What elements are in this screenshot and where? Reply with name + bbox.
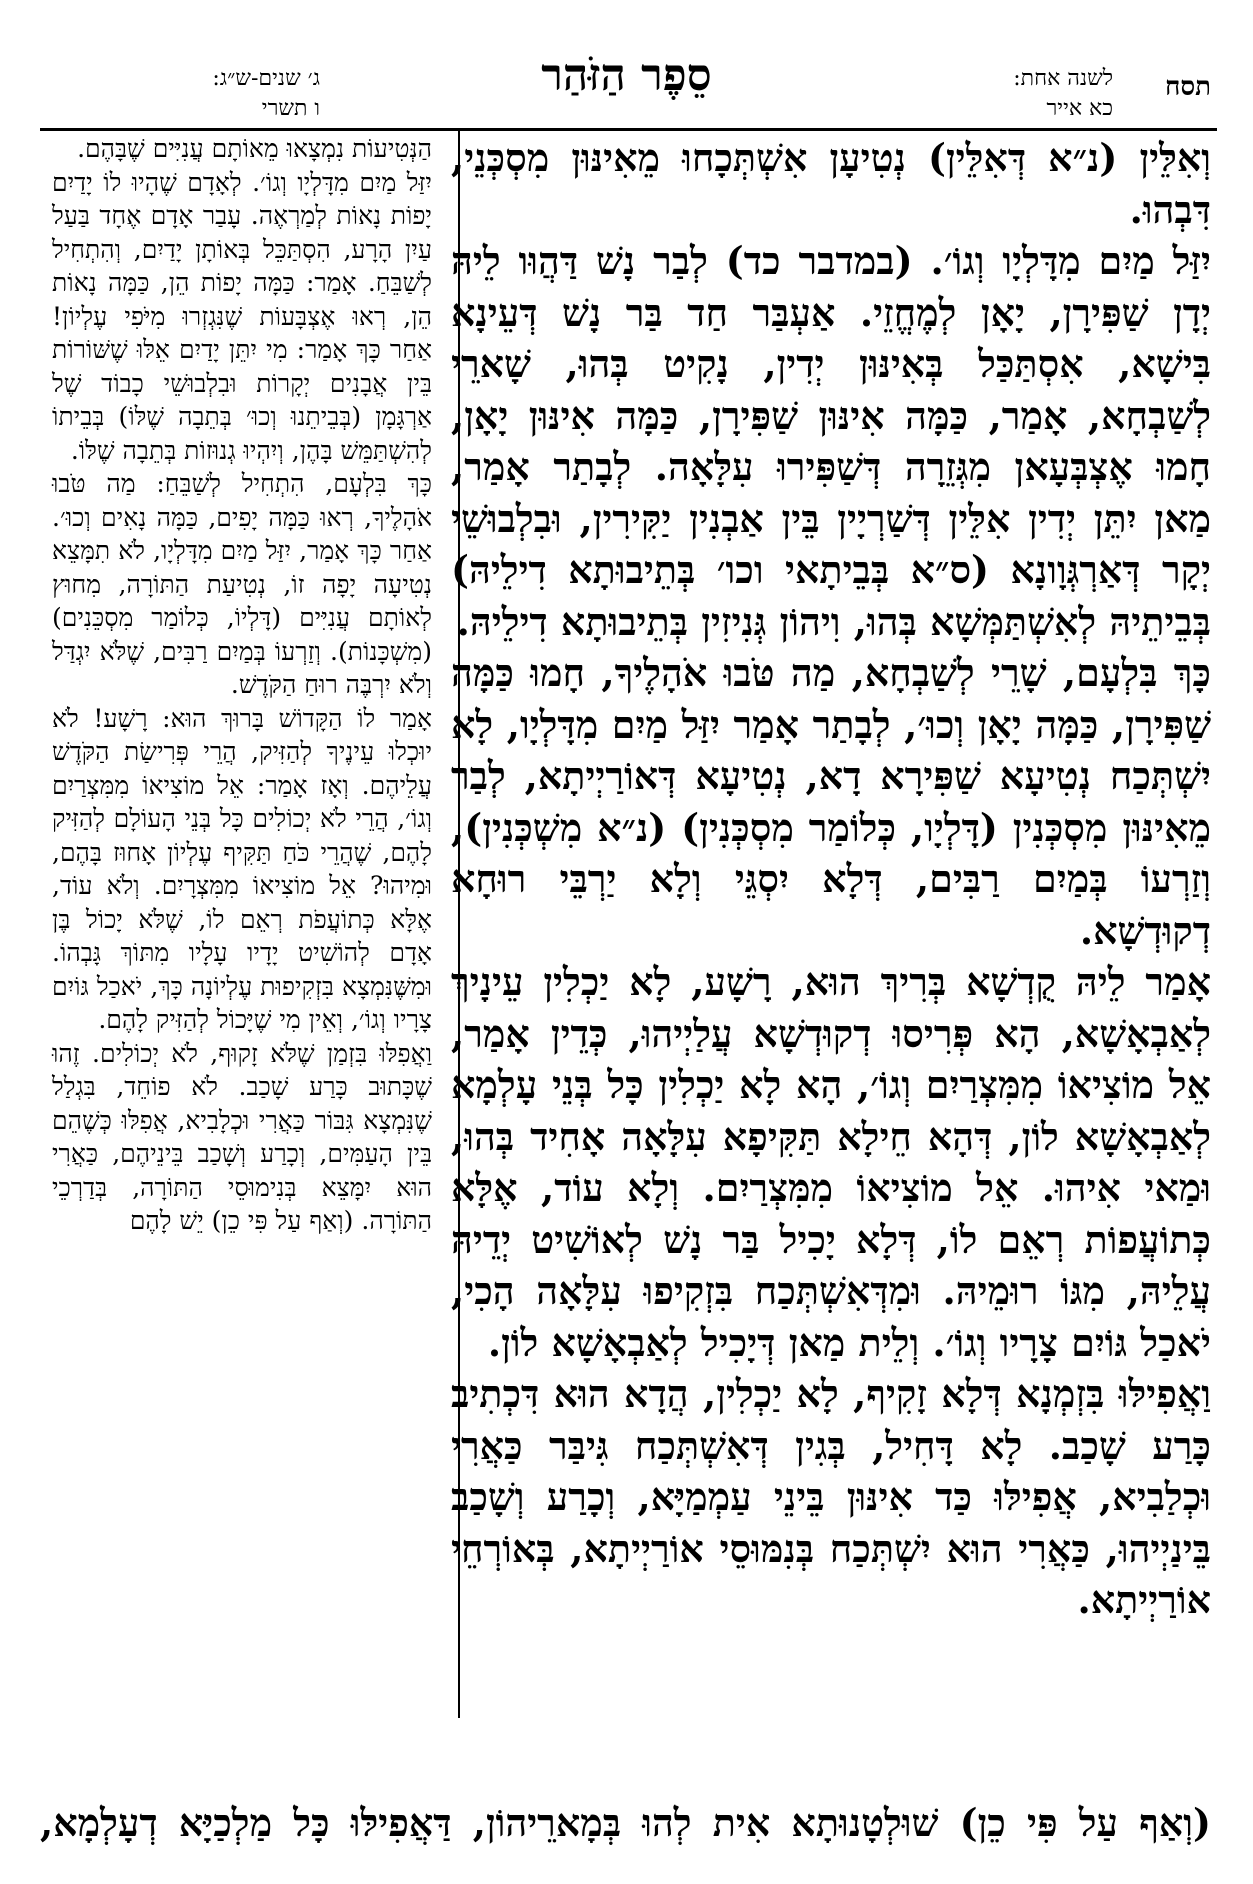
column-divider <box>458 128 460 1718</box>
translation-paragraph: אָמַר לוֹ הַקָּדוֹשׁ בָּרוּךְ הוּא: רָשָׁע! לֹא יוּכְלוּ עֵינֶיךָ לְהַזִּיק, הֲרֵי פְּרִישַׂת הַקֹּדֶשׁ עֲלֵיהֶם. וְאָז אָמַר: אֵל מוֹצִיאוֹ מִמִּצְרַיִם וְגוֹ׳, הֲרֵי לֹא יְכוֹלִים כָּל בְּנֵי הָעוֹלָם לְהַזִּיק לָהֶם, שֶׁהֲרֵי כֹּחַ תַּקִּיף עֶלְיוֹן אָחוּז בָּהֶם, וּמִיהוּ? אֵל מוֹצִיאוֹ מִמִּצְרָיִם. וְלֹא עוֹד, אֶלָּא כְּתוֹעֲפֹת רְאֵם לוֹ, שֶׁלֹּא יָכוֹל בֶּן אָדָם לְהוֹשִׁיט יָדָיו עָלָיו מִתּוֹךְ גָּבְהוֹ. וּמִשֶּׁנִּמְצָא בִּזְקִיפוּת עֶלְיוֹנָה כָּךְ, יֹאכַל גּוֹיִם צָרָיו וְגוֹ׳, וְאֵין מִי שֶׁיָּכוֹל לְהַזִּיק לָהֶם. <box>52 703 432 1034</box>
main-paragraph: כָּךְ בִּלְעָם, שָׁרֵי לְשַׁבְחָא, מַה טֹּבוּ אֹהָלֶיךָ, חָמוּ כַּמָּה שַׁפִּירָן, כַּמָּה יָאָן וְכוּ׳, לְבָתַר אָמַר יִזַּל מַיִם מִדָּלְיָו, לָא יִשְׁתְּכַח נְטִיעָא שַׁפִּירָא דָא, נְטִיעָא דְּאוֹרַיְיתָא, לְבַר מֵאִינּוּן מִסְכְּנִין (דָּלְיָו, כְּלוֹמַר מִסְכְּנִין) (נ״א מִשְׁכְּנִין), וְזַרְעוֹ בְּמַיִם רַבִּים, דְּלָא יִסְגֵּי וְלָא יַרְבֵּי רוּחָא דְקוּדְשָׁא. <box>451 650 1211 953</box>
book-title: סֵפֶר הַזֹּהַר <box>541 50 712 101</box>
header-rule <box>40 128 1217 131</box>
main-paragraph: וַאֲפִילּוּ בִּזְמְנָא דְּלָא זָקִיף, לָא יַכְלִין, הֲדָא הוּא דִּכְתִיב כָּרַע שָׁכַב. לָא דָּחִיל, בְּגִין דְּאִשְׁתְּכַח גִּיבַּר כַּאֲרִי וּכְלַבִיא, אֲפִילּוּ כַּד אִינּוּן בֵּינֵי עַמְמַיָּא, וְכָרַע וְשָׁכַב בֵּינַיְיהוּ, כַּאֲרִי הוּא יִשְׁתְּכַח בְּנִמּוּסֵי אוֹרַיְיתָא, בְּאוֹרְחֵי אוֹרַיְיתָא. <box>451 1371 1211 1622</box>
header-left-line1: ג׳ שנים-ש״ג: <box>212 66 320 91</box>
main-paragraph: אָמַר לֵיהּ קֻדְשָׁא בְּרִיךְ הוּא, רָשָׁע, לָא יַכְלִין עֵינָיךְ לְאַבְאָשָׁא, הָא פְּרִיסוּ דְקוּדְשָׁא עֲלַיְיהוּ, כְּדֵין אָמַר, אֵל מוֹצִיאוֹ מִמִּצְרַיִם וְגוֹ׳, הָא לָא יַכְלִין כָּל בְּנֵי עָלְמָא לְאַבְאָשָׁא לוֹן, דְּהָא חֵילָא תַּקִּיפָא עִלָּאָה אָחִיד בְּהוּ, וּמַאי אִיהוּ. אֵל מוֹצִיאוֹ מִמִּצְרַיִם. וְלָא עוֹד, אֶלָּא כְּתוֹעֲפוֹת רְאֵם לוֹ, דְּלָא יָכִיל בַּר נָשׁ לְאוֹשִׁיט יְדֵיהּ עֲלֵיהּ, מִגּוֹ רוּמֵיהּ. וּמִדְּאִשְׁתְּכַח בִּזְקִיפוּ עִלָּאָה הָכִי, יֹאכַל גּוֹיִם צָרָיו וְגוֹ׳. וְלֵית מַאן דְּיָכִיל לְאַבְאָשָׁא לוֹן. <box>451 959 1212 1365</box>
translation-paragraph: וַאֲפִלּוּ בִּזְמַן שֶׁלֹּא זָקוּף, לֹא יְכוֹלִים. זֶהוּ שֶׁכָּתוּב כָּרַע שָׁכַב. לֹא פוֹחֵד, בִּגְלַל שֶׁנִּמְצָא גִּבּוֹר כַּאֲרִי וּכְלָבִיא, אֲפִלּוּ כְּשֶׁהֵם בֵּין הָעַמִּים, וְכָרַע וְשָׁכַב בֵּינֵיהֶם, כַּאֲרִי הוּא יִמָּצֵא בְּנִימוּסֵי הַתּוֹרָה, בְּדַרְכֵי הַתּוֹרָה. (וְאַף עַל פִּי כֵן) יֵשׁ לָהֶם <box>52 1038 432 1235</box>
translation-paragraph: כָּךְ בִּלְעָם, הִתְחִיל לְשַׁבֵּחַ: מַה טֹּבוּ אֹהָלֶיךָ, רְאוּ כַּמָּה יָפִים, כַּמָּה נָאִים וְכוּ׳. אַחַר כָּךְ אָמַר, יִזַּל מַיִם מִדָּלְיָו, לֹא תִמָּצֵא נְטִיעָה יָפָה זוֹ, נְטִיעַת הַתּוֹרָה, מִחוּץ לְאוֹתָם עֲנִיִּים (דָּלְיוֹ, כְּלוֹמַר מִסְכֵּנִים) (מִשְׁכָּנוֹת). וְזַרְעוֹ בְּמַיִם רַבִּים, שֶׁלֹּא יִגְדַּל וְלֹא יִרְבֶּה רוּחַ הַקֹּדֶשׁ. <box>52 469 432 699</box>
header-left-line2: ו תשרי <box>261 96 320 121</box>
bottom-continuation-line: (וְאַף עַל פִּי כֵן) שׁוּלְטָנוּתָא אִית לְהוּ בְּמָארֵיהוֹן, דַּאֲפִילּוּ כָּל מַלְכַיָּא דְעָלְמָא, <box>40 1800 1211 1845</box>
translation-column <box>52 132 432 1722</box>
translation-paragraph: יִזַּל מַיִם מִדָּלְיָו וְגוֹ׳. לְאָדָם שֶׁהָיוּ לוֹ יָדַיִם יָפוֹת נָאוֹת לְמַרְאֶה. עָבַר אָדָם אֶחָד בַּעַל עַיִן הָרָע, הִסְתַּכֵּל בְּאוֹתָן יָדַיִם, וְהִתְחִיל לְשַׁבֵּחַ. אָמַר: כַּמָּה יָפוֹת הֵן, כַּמָּה נָאוֹת הֵן, רְאוּ אֶצְבָּעוֹת שֶׁנִּגְזְרוּ מִיֹּפִי עֶלְיוֹן! אַחַר כָּךְ אָמַר: מִי יִתֵּן יָדַיִם אֵלּוּ שֶׁשּׁוֹרוֹת בֵּין אֲבָנִים יְקָרוֹת וּבִלְבוּשֵׁי כָבוֹד שֶׁל אַרְגָּמָן (בְּבֵיתֵנוּ וְכוּ׳ בְּתֵבָה שֶׁלּוֹ) בְּבֵיתוֹ לְהִשְׁתַּמֵּשׁ בָּהֶן, וְיִהְיוּ גְנוּזוֹת בְּתֵבָה שֶׁלּוֹ. <box>52 167 432 465</box>
translation-paragraph: הַנְּטִיעוֹת נִמְצָאוּ מֵאוֹתָם עֲנִיִּים שֶׁבָּהֶם. <box>77 134 432 163</box>
page-number: תסח <box>1164 72 1211 102</box>
main-column <box>451 132 1211 1772</box>
header-left <box>60 64 320 124</box>
main-paragraph: וְאִלֵּין (נ״א דְּאִלֵּין) נְטִיעָן אִשְׁתְּכָחוּ מֵאִינּוּן מִסְכְּנֵי, דִּבְהוּ. <box>451 135 1211 232</box>
header-right-line1: לשנה אחת: <box>1013 66 1113 91</box>
header-right-line2: כא אייר <box>1046 96 1113 121</box>
main-paragraph: יִזַּל מַיִם מִדָּלְיָו וְגוֹ׳. (במדבר כד) לְבַר נָשׁ דַּהֲוּו לֵיהּ יְדָן שַׁפִּירָן, יָאָן לְמֶחֱזֵי. אַעְבַּר חַד בַּר נָשׁ דְּעֵינָא בִּישָׁא, אִסְתַּכַּל בְּאִינּוּן יְדִין, נָקִיט בְּהוּ, שָׁארֵי לְשַׁבְחָא, אָמַר, כַּמָּה אִינּוּן שַׁפִּירָן, כַּמָּה אִינּוּן יָאָן, חָמוּ אֶצְבְּעָאן מִגְּזֵרָה דְּשַׁפִּירוּ עִלָּאָה. לְבָתַר אָמַר, מַאן יִתֵּן יְדִין אִלֵּין דְּשַׁרְיָין בֵּין אַבְנִין יַקִּירִין, וּבִלְבוּשֵׁי יְקָר דְּאַרְגְּוָונָא (ס״א בְּבֵיתָאי וכו׳ בְּתֵיבוּתָא דִילֵיהּ) בְּבֵיתֵיהּ לְאִשְׁתַּמְּשָׁא בְּהוּ, וִיהוֹן גְּנִיזִין בְּתֵיבוּתָא דִילֵיהּ. <box>451 238 1211 644</box>
